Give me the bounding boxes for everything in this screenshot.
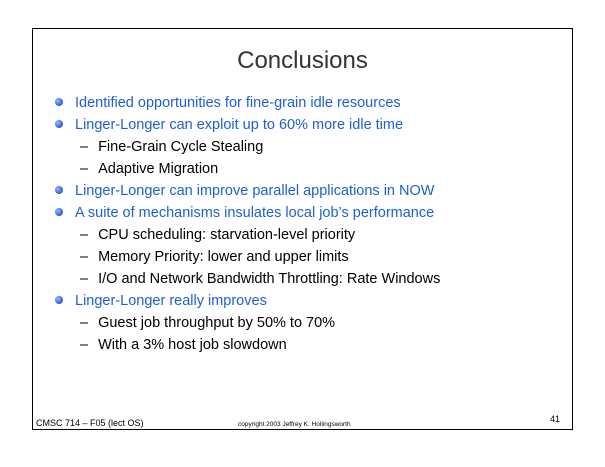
sub-bullet-text: Fine-Grain Cycle Stealing [98,139,264,155]
sub-bullet-item [80,270,440,288]
sub-bullet-text: With a 3% host job slowdown [98,337,287,353]
bullet-item [55,204,434,222]
sub-bullet-text: I/O and Network Bandwidth Throttling: Rate Windows [98,271,441,287]
bullet-item [55,182,434,200]
footer-course-label: CMSC 714 – F05 (lect OS) [36,418,144,428]
dash-icon: – [80,161,89,177]
bullet-text: Linger-Longer can exploit up to 60% more idle time [75,117,404,133]
bullet-text: A suite of mechanisms insulates local job’s performance [75,205,435,221]
sub-bullet-text: Adaptive Migration [98,161,219,177]
sub-bullet-text: Memory Priority: lower and upper limits [98,249,349,265]
sub-bullet-item [80,160,218,178]
bullet-item [55,292,267,310]
bullet-item [55,116,403,134]
sub-bullet-text: Guest job throughput by 50% to 70% [98,315,336,331]
bullet-dot-icon [55,186,63,194]
bullet-text: Linger-Longer can improve parallel applications in NOW [75,183,435,199]
bullet-text: Identified opportunities for fine-grain idle resources [75,95,401,111]
sub-bullet-item [80,248,349,266]
sub-bullet-item [80,314,335,332]
footer-copyright: copyright 2003 Jeffrey K. Hollingsworth [238,421,351,428]
sub-bullet-item [80,226,355,244]
page-number: 41 [550,414,561,424]
dash-icon: – [80,249,89,265]
dash-icon: – [80,337,89,353]
bullet-dot-icon [55,208,63,216]
bullet-dot-icon [55,98,63,106]
dash-icon: – [80,139,89,155]
bullet-item [55,94,401,112]
dash-icon: – [80,315,89,331]
sub-bullet-item [80,138,263,156]
bullet-text: Linger-Longer really improves [75,293,267,309]
slide-title: Conclusions [237,47,368,74]
sub-bullet-text: CPU scheduling: starvation-level priority [98,227,356,243]
bullet-dot-icon [55,296,63,304]
dash-icon: – [80,271,89,287]
sub-bullet-item [80,336,287,354]
bullet-dot-icon [55,120,63,128]
dash-icon: – [80,227,89,243]
